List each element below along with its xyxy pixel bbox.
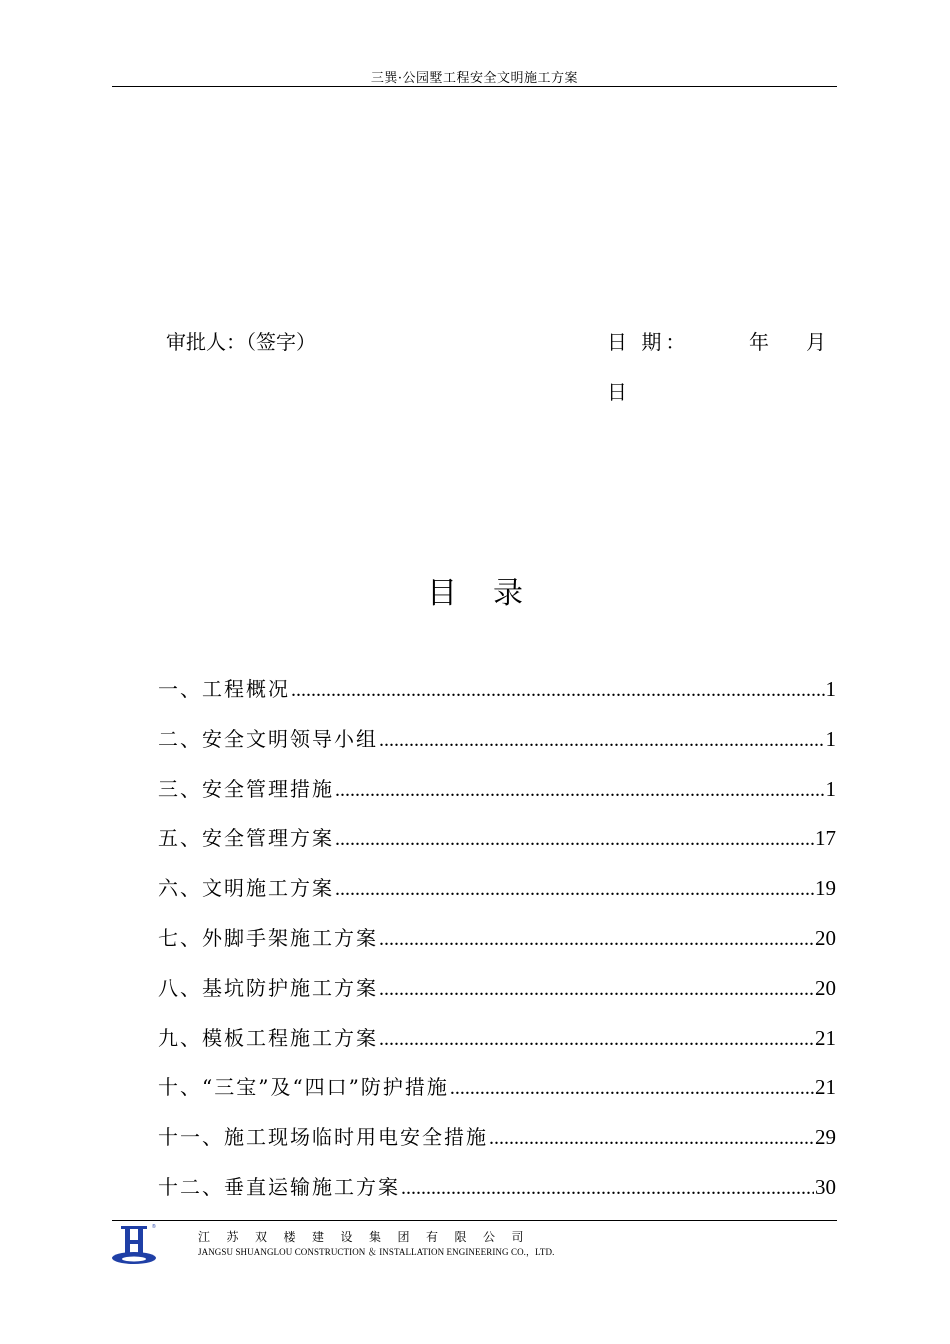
toc-entry-page: 19 [815, 876, 836, 901]
toc-entry[interactable] [158, 1121, 836, 1171]
toc-entry-label: 三、安全管理措施 [158, 776, 334, 801]
document-header-title: 三巽·公园墅工程安全文明施工方案 [370, 71, 579, 86]
toc-leader-dots [379, 729, 825, 752]
date-year-label: 年 [749, 330, 769, 354]
toc-leader-dots [335, 828, 814, 851]
toc-entry[interactable] [158, 723, 836, 773]
company-logo-icon [110, 1222, 158, 1266]
toc-leader-dots [335, 779, 825, 802]
toc-entry[interactable] [158, 922, 836, 972]
toc-leader-dots [379, 978, 814, 1001]
toc-entry[interactable] [158, 673, 836, 723]
footer-company-name-cn: 江苏双楼建设集团有限公司 [198, 1230, 541, 1244]
toc-entry-label: 十、“三宝”及“四口”防护措施 [158, 1075, 449, 1100]
toc-entry[interactable] [158, 1071, 836, 1121]
toc-entry-page: 1 [825, 726, 836, 751]
toc-entry[interactable] [158, 1171, 836, 1221]
toc-entry-label: 二、安全文明领导小组 [158, 726, 378, 751]
toc-entry-page: 30 [815, 1174, 836, 1199]
toc-leader-dots [450, 1077, 814, 1100]
date-label: 日 期： [607, 330, 690, 354]
toc-title: 目录 [427, 576, 559, 611]
toc-entry[interactable] [158, 872, 836, 922]
toc-leader-dots [291, 679, 825, 702]
approver-signature-label: 审批人：（签字） [166, 330, 316, 354]
header-divider [112, 86, 837, 87]
toc-entry-page: 20 [815, 925, 836, 950]
toc-entry[interactable] [158, 972, 836, 1022]
toc-entry-label: 十二、垂直运输施工方案 [158, 1174, 400, 1199]
toc-entry-page: 29 [815, 1125, 836, 1150]
toc-entry-page: 21 [815, 1075, 836, 1100]
footer-company-name-en: JANGSU SHUANGLOU CONSTRUCTION ＆ INSTALLATION ENGINEERING CO.，LTD. [198, 1247, 555, 1257]
date-month-label: 月 [806, 330, 826, 354]
toc-entry[interactable] [158, 773, 836, 823]
toc-entry-label: 七、外脚手架施工方案 [158, 925, 378, 950]
toc-leader-dots [379, 928, 814, 951]
toc-entry-label: 一、工程概况 [158, 677, 290, 701]
toc-entry[interactable] [158, 822, 836, 872]
svg-text:®: ® [152, 1224, 156, 1230]
toc-entry-label: 五、安全管理方案 [158, 826, 334, 851]
toc-entry[interactable] [158, 1022, 836, 1072]
toc-leader-dots [489, 1127, 814, 1150]
toc-leader-dots [335, 878, 814, 901]
toc-entry-label: 九、模板工程施工方案 [158, 1025, 378, 1050]
table-of-contents [158, 673, 836, 1221]
toc-entry-page: 1 [825, 677, 836, 701]
toc-entry-page: 17 [815, 826, 836, 851]
toc-entry-label: 八、基坑防护施工方案 [158, 975, 378, 1000]
toc-entry-page: 21 [815, 1025, 836, 1050]
toc-entry-label: 六、文明施工方案 [158, 876, 334, 901]
toc-leader-dots [379, 1028, 814, 1051]
footer-divider [112, 1220, 837, 1221]
date-day-label: 日 [607, 380, 627, 404]
toc-entry-label: 十一、施工现场临时用电安全措施 [158, 1125, 488, 1150]
toc-leader-dots [401, 1177, 814, 1200]
toc-entry-page: 1 [825, 776, 836, 801]
toc-entry-page: 20 [815, 975, 836, 1000]
